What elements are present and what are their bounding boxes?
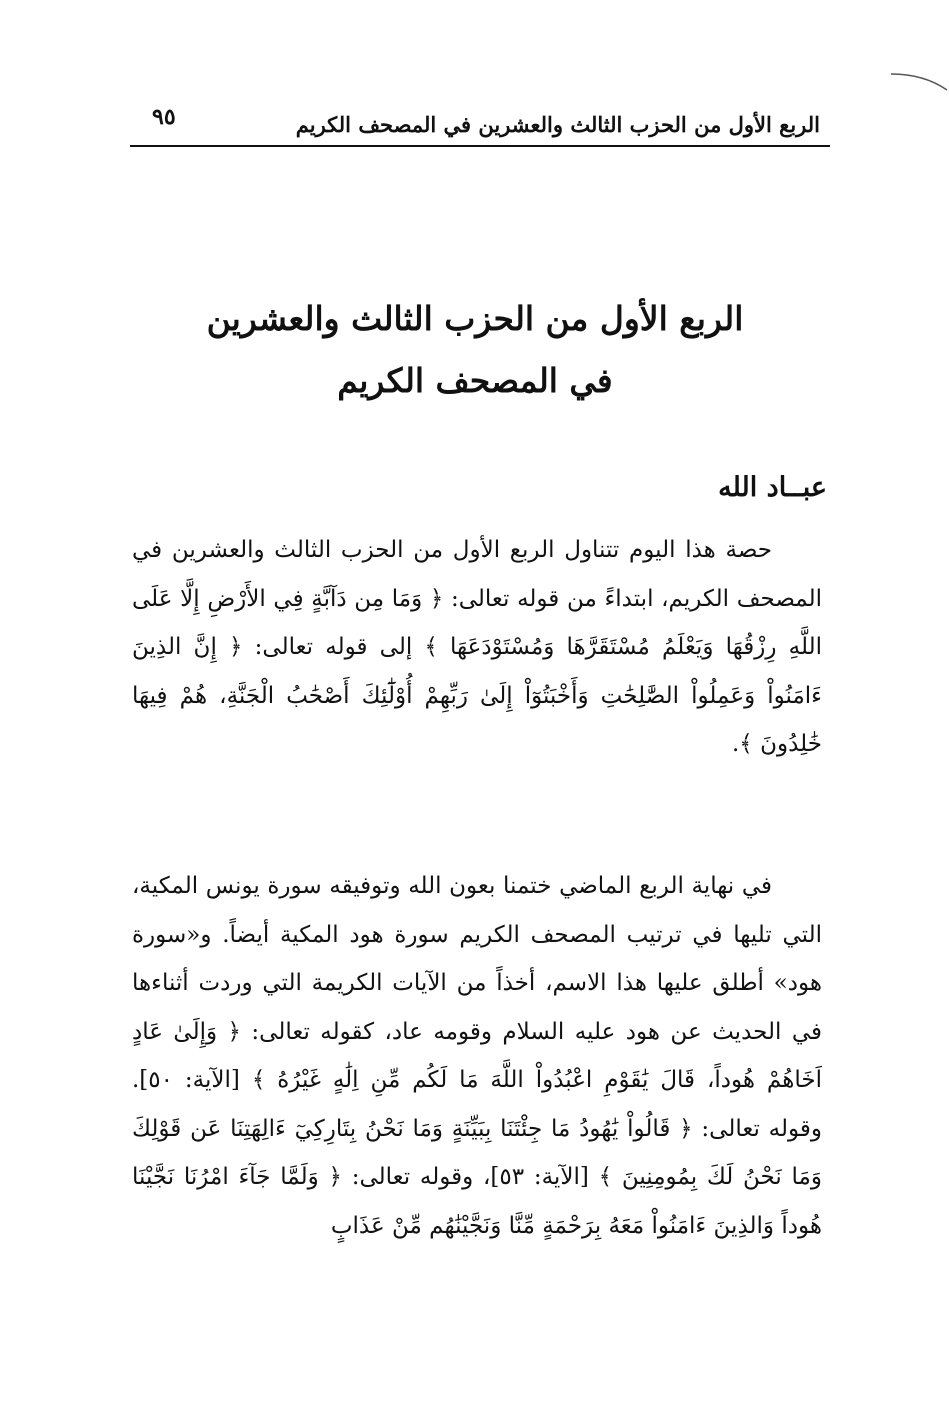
body-paragraph: حصة هذا اليوم تتناول الربع الأول من الحزب الثالث والعشرين في المصحف الكريم، ابتداءً من قوله تعالى: ﴿ وَمَا مِن دَآبَّةٍ فِي الأَرْضِ إِلَّا عَلَى اللَّهِ رِزْقُهَا وَيَعْلَمُ مُسْتَقَرَّهَا وَمُسْتَوْدَعَهَا ﴾ إلى قوله تعالى: ﴿ إِنَّ الذِينَ ءَامَنُواْ وَعَمِلُواْ الصَّٰلِحَٰتِ وَأَخْبَتُوٓاْ إِلَىٰ رَبِّهِمْ أُوْلَٰٓئِكَ أَصْحَٰبُ الْجَنَّةِ، هُمْ فِيهَا خَٰلِدُونَ ﴾.: [132, 537, 822, 757]
section-heading: عبــاد الله: [718, 472, 827, 503]
running-header: [130, 100, 830, 150]
header-divider: [130, 145, 830, 147]
page-number: ٩٥: [152, 104, 176, 130]
body-paragraph: في نهاية الربع الماضي ختمنا بعون الله وتوفيقه سورة يونس المكية، التي تليها في ترتيب المصحف الكريم سورة هود المكية أيضاً. و«سورة هود» أطلق عليها هذا الاسم، أخذاً من الآيات الكريمة التي وردت أثناءها في الحديث عن هود عليه السلام وقومه عاد، كقوله تعالى: ﴿ وَإِلَىٰ عَادٍ اَخَاهُمْ هُوداً، قَالَ يَٰقَوْمِ اعْبُدُواْ اللَّهَ مَا لَكُم مِّنِ اِلَٰهٍ غَيْرُهُ ﴾ [الآية: ٥٠]. وقوله تعالى: ﴿ قَالُواْ يَٰهُودُ مَا جِئْتَنَا بِبَيِّنَةٍ وَمَا نَحْنُ بِتَارِكِيٓ ءَالِهَتِنَا عَن قَوْلِكَ وَمَا نَحْنُ لَكَ بِمُومِنِينَ ﴾ [الآية: ٥٣]، وقوله تعالى: ﴿ وَلَمَّا جَآءَ امْرُنَا نَجَّيْنَا هُوداً وَالذِينَ ءَامَنُواْ مَعَهُ بِرَحْمَةٍ مِّنَّا وَنَجَّيْنَٰهُم مِّنْ عَذَابٍ: [132, 873, 822, 1239]
chapter-title-line-2: في المصحف الكريم: [337, 361, 613, 400]
body-paragraph-1-container: [132, 526, 822, 769]
chapter-title: [150, 288, 800, 412]
chapter-title-line-1: الربع الأول من الحزب الثالث والعشرين: [206, 299, 744, 338]
running-title: الربع الأول من الحزب الثالث والعشرين في المصحف الكريم: [295, 112, 820, 137]
body-paragraph-2-container: [132, 862, 822, 1250]
page-corner-mark: [889, 60, 949, 100]
